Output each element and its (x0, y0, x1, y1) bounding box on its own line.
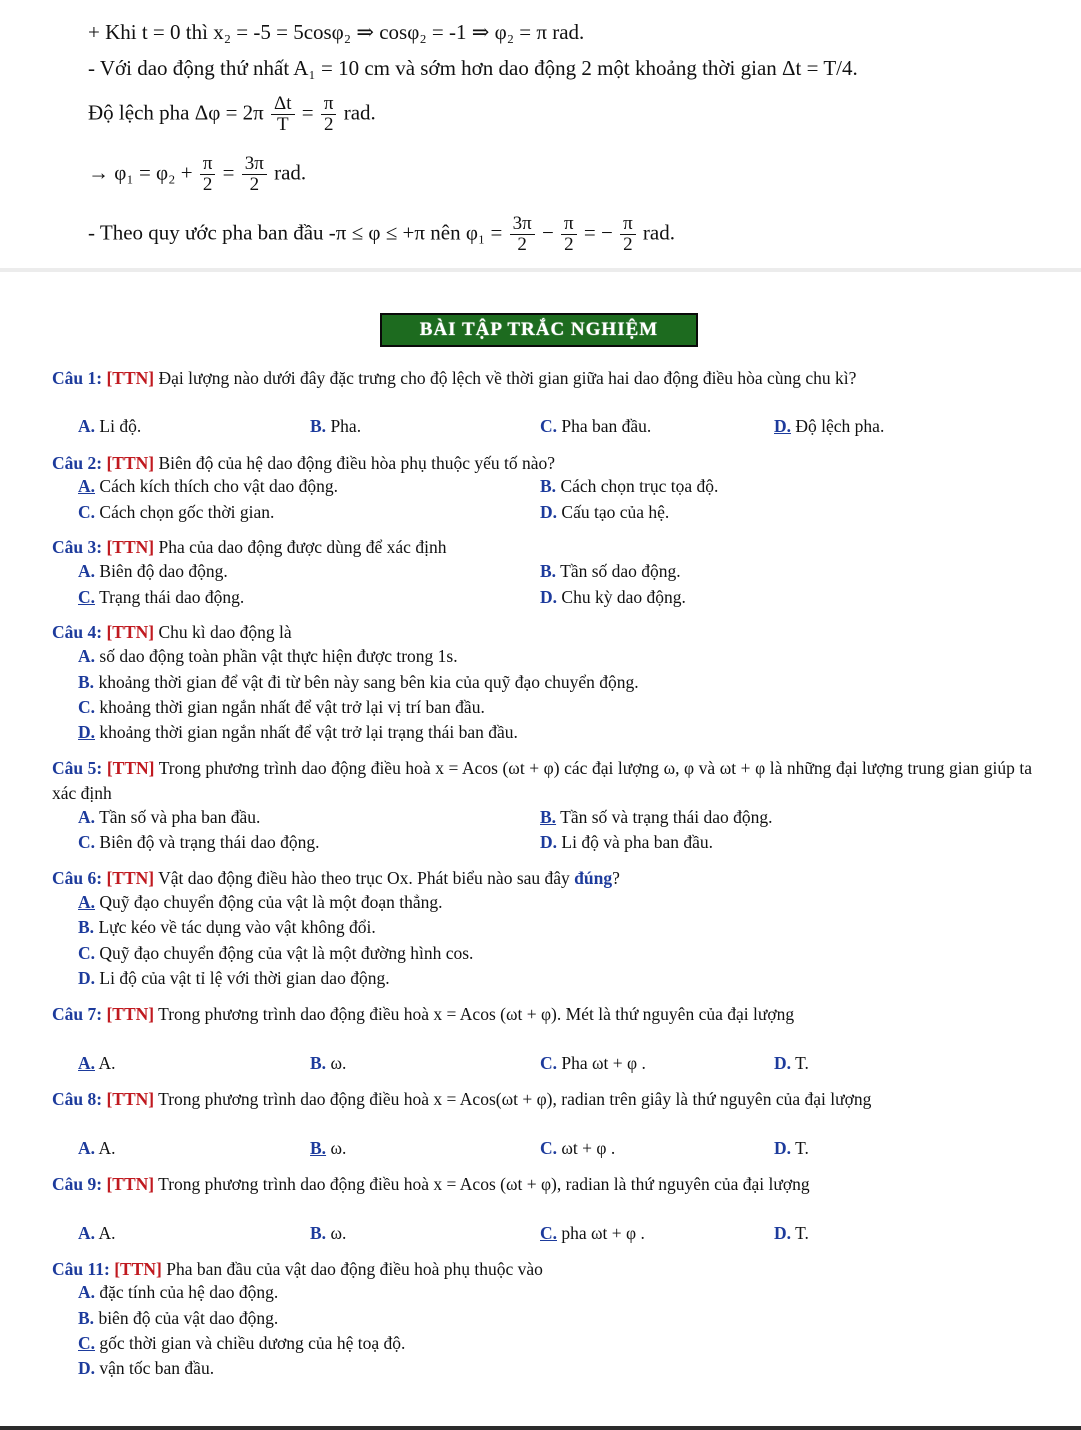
options-q9 (78, 1223, 1028, 1249)
question-11: Câu 11: [TTN] Pha ban đầu của vật dao động điều hoà phụ thuộc vào (52, 1259, 543, 1279)
option-a[interactable]: A. A. (78, 1138, 116, 1158)
option-c[interactable]: C. Quỹ đạo chuyển động của vật là một đường hình cos. (78, 943, 474, 963)
option-a[interactable]: A. Tần số và pha ban đầu. (78, 807, 261, 827)
option-d[interactable]: D. T. (774, 1053, 809, 1073)
options-q7 (78, 1053, 1028, 1079)
options-q8 (78, 1138, 1028, 1164)
section-divider (0, 268, 1081, 272)
option-b[interactable]: B. Lực kéo về tác dụng vào vật không đổi. (78, 917, 376, 937)
fraction: $\frac{\Delta t}{T}$ (271, 94, 295, 135)
question-4: Câu 4: [TTN] Chu kì dao động là (52, 622, 292, 642)
option-d[interactable]: D. khoảng thời gian ngắn nhất để vật trở lại trạng thái ban đầu. (78, 722, 518, 742)
solution-line-3: Độ lệch pha Δφ = 2π $\frac{\Delta t}{T}$ = $\frac{\pi}{2}$ rad. (88, 93, 376, 135)
option-c[interactable]: C. Trạng thái dao động. (78, 587, 245, 607)
question-7: Câu 7: [TTN] Trong phương trình dao động điều hoà x = Acos (ωt + φ). Mét là thứ nguyên của đại lượng (52, 1004, 795, 1024)
fraction: $\frac{3\pi}{2}$ (510, 214, 535, 255)
option-d[interactable]: D. Li độ của vật tỉ lệ với thời gian dao động. (78, 968, 390, 988)
option-d[interactable]: D. T. (774, 1223, 809, 1243)
options-q1 (78, 416, 1028, 442)
option-a[interactable]: A. số dao động toàn phần vật thực hiện được trong 1s. (78, 646, 458, 666)
question-text: Trong phương trình dao động điều hoà x = Acos(ωt + φ), radian trên giây là thứ nguyên của đại lượng (158, 1089, 872, 1109)
option-b[interactable]: B. Tần số và trạng thái dao động. (540, 807, 773, 827)
option-b[interactable]: B. ω. (310, 1223, 347, 1243)
options-q5-row2 (78, 832, 1028, 858)
option-b[interactable]: B. khoảng thời gian để vật đi từ bên này sang bên kia của quỹ đạo chuyển động. (78, 672, 639, 692)
fraction: $\frac{\pi}{2}$ (200, 154, 216, 195)
solution-line-2: - Với dao động thứ nhất A₁ = 10 cm và sớm hơn dao động 2 một khoảng thời gian Δt = T/4. (88, 56, 858, 80)
options-q5-row1 (78, 807, 1028, 833)
option-d[interactable]: D. Cấu tạo của hệ. (540, 502, 670, 522)
option-c[interactable]: C. ωt + φ . (540, 1138, 616, 1158)
option-d[interactable]: D. T. (774, 1138, 809, 1158)
question-8: Câu 8: [TTN] Trong phương trình dao động điều hoà x = Acos(ωt + φ), radian trên giây là thứ nguyên của đại lượng (52, 1089, 872, 1109)
option-c[interactable]: C. khoảng thời gian ngắn nhất để vật trở lại vị trí ban đầu. (78, 697, 485, 717)
option-a[interactable]: A. Quỹ đạo chuyển động của vật là một đoạn thẳng. (78, 892, 443, 912)
question-9: Câu 9: [TTN] Trong phương trình dao động điều hoà x = Acos (ωt + φ), radian là thứ nguyên của đại lượng (52, 1174, 810, 1194)
option-a[interactable]: A. Biên độ dao động. (78, 561, 228, 581)
fraction: $\frac{\pi}{2}$ (561, 214, 577, 255)
option-c[interactable]: C. pha ωt + φ . (540, 1223, 645, 1243)
question-text: Chu kì dao động là (158, 622, 292, 642)
option-d[interactable]: D. Chu kỳ dao động. (540, 587, 686, 607)
question-6: Câu 6: [TTN] Vật dao động điều hào theo trục Ox. Phát biểu nào sau đây đúng? (52, 868, 620, 888)
question-text: Trong phương trình dao động điều hoà x = Acos (ωt + φ). Mét là thứ nguyên của đại lượng (158, 1004, 795, 1024)
option-c[interactable]: C. Pha ban đầu. (540, 416, 652, 436)
solution-line-5: - Theo quy ước pha ban đầu -π ≤ φ ≤ +π nên φ₁ = $\frac{3\pi}{2}$ − $\frac{\pi}{2}$ = − $\frac{\pi}{2}$ rad. (88, 213, 675, 255)
fraction: $\frac{3\pi}{2}$ (242, 154, 267, 195)
option-b[interactable]: B. Tần số dao động. (540, 561, 681, 581)
options-q2-row1 (78, 476, 1028, 502)
solution-section (0, 0, 1081, 268)
fraction: $\frac{\pi}{2}$ (321, 94, 337, 135)
question-3: Câu 3: [TTN] Pha của dao động được dùng để xác định (52, 537, 447, 557)
option-a[interactable]: A. đặc tính của hệ dao động. (78, 1282, 279, 1302)
option-b[interactable]: B. ω. (310, 1053, 347, 1073)
option-a[interactable]: A. A. (78, 1053, 116, 1073)
question-text: Đại lượng nào dưới đây đặc trưng cho độ lệch về thời gian giữa hai dao động điều hòa cùng chu kì? (158, 368, 857, 388)
question-text: Biên độ của hệ dao động điều hòa phụ thuộc yếu tố nào? (158, 453, 556, 473)
question-text: Pha của dao động được dùng để xác định (158, 537, 447, 557)
option-d[interactable]: D. Li độ và pha ban đầu. (540, 832, 714, 852)
phase-diff-lhs: Độ lệch pha Δφ = 2π (88, 100, 264, 125)
solution-line-1: + Khi t = 0 thì x₂ = -5 = 5cosφ₂ ⇒ cosφ₂ = -1 ⇒ φ₂ = π rad. (88, 20, 585, 44)
question-text: Vật dao động điều hào theo trục Ox. Phát biểu nào sau đây (158, 868, 570, 888)
solution-line-4: → φ₁ = φ₂ + $\frac{\pi}{2}$ = $\frac{3\pi}{2}$ rad. (88, 153, 307, 195)
option-a[interactable]: A. Li độ. (78, 416, 142, 436)
option-a[interactable]: A. A. (78, 1223, 116, 1243)
options-q3-row2 (78, 587, 1028, 613)
option-b[interactable]: B. Pha. (310, 416, 362, 436)
fraction: $\frac{\pi}{2}$ (620, 214, 636, 255)
option-d[interactable]: D. Độ lệch pha. (774, 416, 885, 436)
option-c[interactable]: C. gốc thời gian và chiều dương của hệ toạ độ. (78, 1333, 406, 1353)
option-b[interactable]: B. biên độ của vật dao động. (78, 1308, 279, 1328)
option-c[interactable]: C. Biên độ và trạng thái dao động. (78, 832, 320, 852)
bottom-border (0, 1426, 1081, 1430)
option-b[interactable]: B. Cách chọn trục tọa độ. (540, 476, 719, 496)
question-1: Câu 1: [TTN] Đại lượng nào dưới đây đặc trưng cho độ lệch về thời gian giữa hai dao động điều hòa cùng chu kì? (52, 368, 857, 388)
question-text: Pha ban đầu của vật dao động điều hoà phụ thuộc vào (166, 1259, 543, 1279)
options-q3-row1 (78, 561, 1028, 587)
question-2: Câu 2: [TTN] Biên độ của hệ dao động điều hòa phụ thuộc yếu tố nào? (52, 453, 556, 473)
option-c[interactable]: C. Cách chọn gốc thời gian. (78, 502, 275, 522)
question-text: Trong phương trình dao động điều hoà x = Acos (ωt + φ) các đại lượng ω, φ và ωt + φ là những đại lượng trung gian giúp ta xác định (52, 758, 1033, 803)
options-q2-row2 (78, 502, 1028, 528)
exercise-banner: BÀI TẬP TRẮC NGHIỆM (380, 313, 698, 347)
option-c[interactable]: C. Pha ωt + φ . (540, 1053, 646, 1073)
question-text: Trong phương trình dao động điều hoà x = Acos (ωt + φ), radian là thứ nguyên của đại lượng (158, 1174, 810, 1194)
option-d[interactable]: D. vận tốc ban đầu. (78, 1358, 215, 1378)
option-a[interactable]: A. Cách kích thích cho vật dao động. (78, 476, 339, 496)
question-5: Câu 5: [TTN] Trong phương trình dao động điều hoà x = Acos (ωt + φ) các đại lượng ω, φ và ωt + φ là những đại lượng trung gian giúp ta xác định (52, 758, 1033, 803)
option-b[interactable]: B. ω. (310, 1138, 347, 1158)
